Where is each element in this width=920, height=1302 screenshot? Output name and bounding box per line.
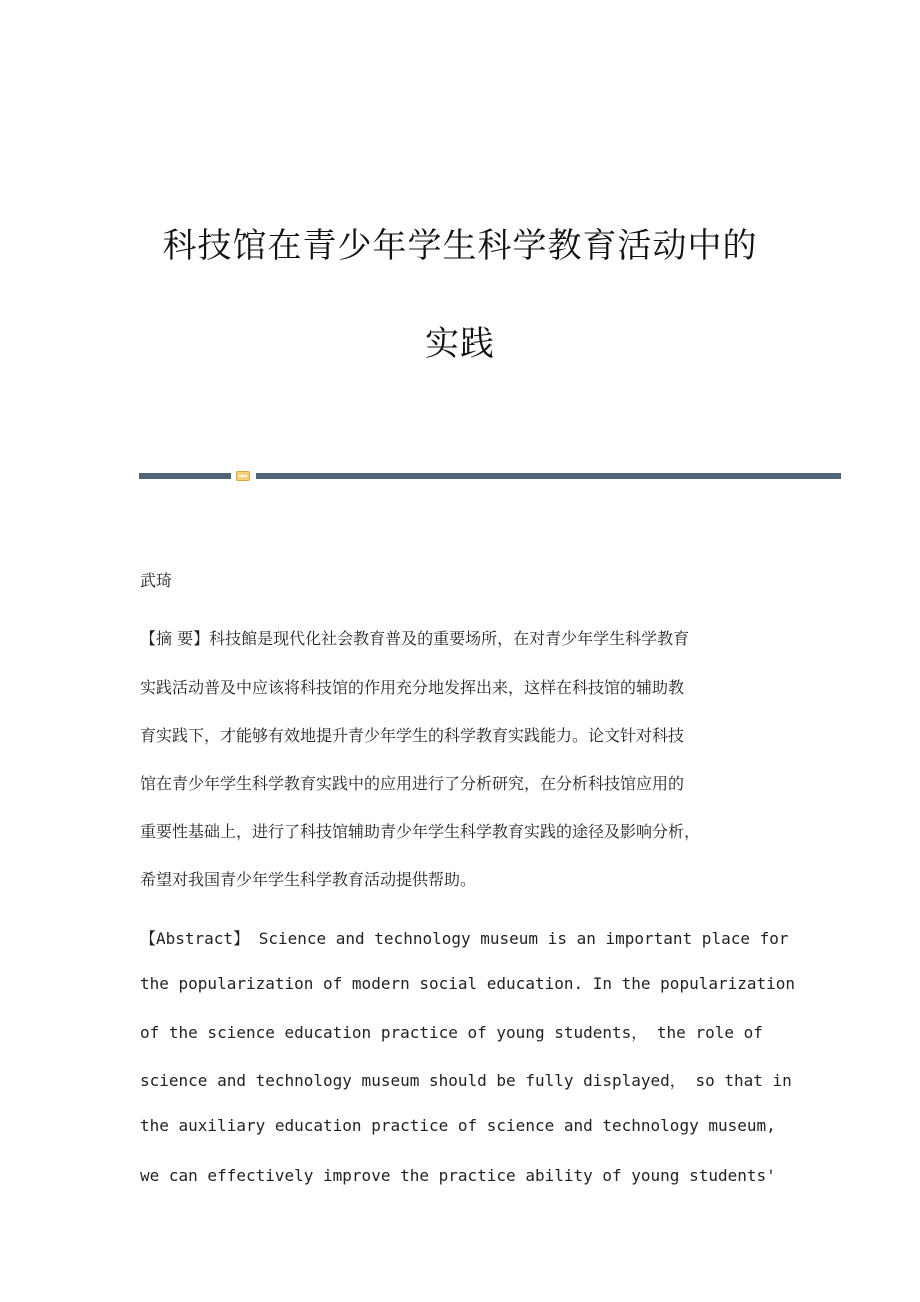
title-line-1: 科技馆在青少年学生科学教育活动中的 [162, 226, 758, 266]
divider-left-bar [139, 473, 231, 479]
divider-right-bar [256, 473, 841, 479]
abstract-en-line: science and technology museum should be fully displayed， so that in [140, 1071, 792, 1090]
title-divider [139, 471, 841, 481]
abstract-en-line: the auxiliary education practice of science and technology museum, [140, 1116, 776, 1135]
abstract-cn-line: 重要性基础上，进行了科技馆辅助青少年学生科学教育实践的途径及影响分析， [140, 822, 701, 841]
abstract-en-line: of the science education practice of young students， the role of [140, 1023, 763, 1042]
abstract-cn-line: 馆在青少年学生科学教育实践中的应用进行了分析研究，在分析科技馆应用的 [140, 774, 685, 793]
abstract-cn-line: 希望对我国青少年学生科学教育活动提供帮助。 [140, 870, 477, 889]
abstract-cn-line: 实践活动普及中应该将科技馆的作用充分地发挥出来，这样在科技馆的辅助教 [140, 678, 685, 697]
abstract-cn-line: 育实践下，才能够有效地提升青少年学生的科学教育实践能力。论文针对科技 [140, 726, 685, 745]
author-name: 武琦 [140, 571, 173, 590]
abstract-en-line: 【Abstract】 Science and technology museum is an important place for [140, 929, 789, 948]
abstract-en-line: we can effectively improve the practice ability of young students' [140, 1166, 776, 1185]
title-line-2: 实践 [425, 324, 495, 364]
divider-badge-icon [236, 471, 250, 481]
abstract-cn-line: 【摘 要】科技館是现代化社会教育普及的重要场所，在对青少年学生科学教育 [140, 629, 690, 648]
abstract-en-line: the popularization of modern social education. In the popularization [140, 974, 796, 993]
